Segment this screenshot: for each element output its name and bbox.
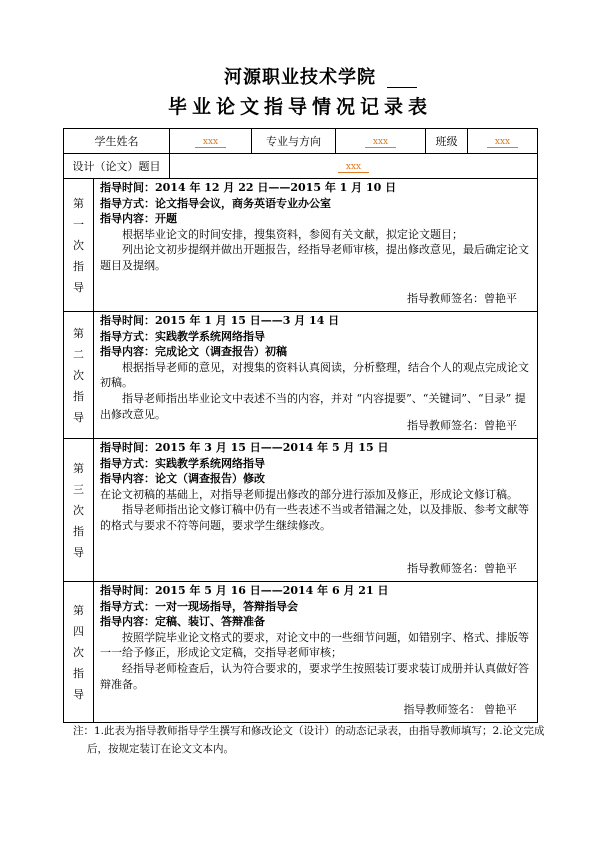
session-4-signature: 指导教师签名： 曾艳平 (403, 703, 517, 717)
session-2-time: 指导时间：2015 年 1 月 15 日——3 月 14 日 (100, 314, 340, 327)
session-2-paragraph: 指导老师指出毕业论文中表述不当的内容，并对 “内容提要”、“关键词”、“目录” 提出修改意见。 (100, 391, 526, 421)
session-4-paragraph: 按照学院毕业论文格式的要求，对论文中的一些细节问题，如错别字、格式、排版等一一给予修正，形成论文定稿，交指导老师审核； (100, 630, 529, 660)
major-value[interactable]: xxx (365, 137, 396, 148)
session-1-paragraph: 根据毕业论文的时间安排，搜集资料，参阅有关文献，拟定论文题目； (122, 227, 463, 241)
session-3-signature: 指导教师签名：曾艳平 (407, 562, 517, 576)
session-2-paragraph: 根据指导老师的意见，对搜集的资料认真阅读，分析整理，结合个人的观点完成论文初稿。 (100, 360, 529, 390)
session-1-signature: 指导教师签名：曾艳平 (407, 292, 517, 306)
session-3-paragraph: 在论文初稿的基础上，对指导老师提出修改的部分进行添加及修正，形成论文修订稿。 (100, 487, 518, 501)
session-3-content-title: 指导内容：论文（调查报告）修改 (100, 472, 265, 486)
session-1-content-title: 指导内容：开题 (100, 212, 177, 226)
session-4-method: 指导方式：一对一现场指导，答辩指导会 (100, 599, 298, 613)
class-label: 班级 (426, 129, 468, 154)
session-1-time: 指导时间：2014 年 12 月 22 日——2015 年 1 月 10 日 (100, 181, 397, 194)
session-1-method: 指导方式：论文指导会议，商务英语专业办公室 (100, 196, 331, 210)
student-name-label: 学生姓名 (64, 129, 170, 154)
session-1-paragraph: 列出论文初步提纲并做出开题报告，经指导老师审核，提出修改意见，最后确定论文题目及提纲。 (100, 243, 529, 272)
form-title: 毕业论文指导情况记录表 (167, 96, 432, 118)
thesis-title-value[interactable]: xxx (338, 162, 369, 173)
major-cell (336, 129, 426, 154)
session-4-paragraph: 经指导老师检查后，认为符合要求的，要求学生按照装订要求装订成册并认真做好答辩准备。 (100, 661, 529, 691)
session-2-content (94, 312, 538, 439)
class-value[interactable]: xxx (487, 137, 518, 148)
session-4-time: 指导时间：2015 年 5 月 16 日——2014 年 6 月 21 日 (100, 584, 389, 597)
session-1-label: 第 一 次 指 导 (64, 179, 94, 312)
footnote: 注：1.此表为指导教师指导学生撰写和修改论文（设计）的动态记录表，由指导教师填写；2.论文完成后，按规定装订在论文文本内。 (73, 725, 545, 755)
session-3-content (94, 439, 538, 582)
session-1-content (94, 179, 538, 312)
session-2-signature: 指导教师签名：曾艳平 (407, 419, 517, 433)
major-label: 专业与方向 (252, 129, 336, 154)
session-2-label: 第 二 次 指 导 (64, 312, 94, 439)
session-2-content-title: 指导内容：完成论文（调查报告）初稿 (100, 345, 287, 359)
class-cell (468, 129, 538, 154)
student-name-value[interactable]: xxx (195, 137, 226, 148)
session-4-content-title: 指导内容：定稿、装订、答辩准备 (100, 615, 265, 629)
title-underline (387, 87, 417, 88)
session-3-time: 指导时间：2015 年 3 月 15 日——2014 年 5 月 15 日 (100, 441, 389, 454)
session-4-content (94, 582, 538, 723)
session-3-paragraph: 指导老师指出论文修订稿中仍有一些表述不当或者错漏之处，以及排版、参考文献等的格式与要求不符等问题，要求学生继续修改。 (100, 503, 529, 532)
guidance-record-table (63, 128, 538, 723)
student-name-cell (170, 129, 252, 154)
session-2-method: 指导方式：实践教学系统网络指导 (100, 329, 265, 343)
session-3-method: 指导方式：实践教学系统网络指导 (100, 456, 265, 470)
session-3-label: 第 三 次 指 导 (64, 439, 94, 582)
session-4-label: 第 四 次 指 导 (64, 582, 94, 723)
school-name: 河源职业技术学院 (224, 67, 376, 88)
thesis-title-cell (170, 154, 538, 179)
thesis-title-label: 设计（论文）题目 (64, 154, 170, 179)
